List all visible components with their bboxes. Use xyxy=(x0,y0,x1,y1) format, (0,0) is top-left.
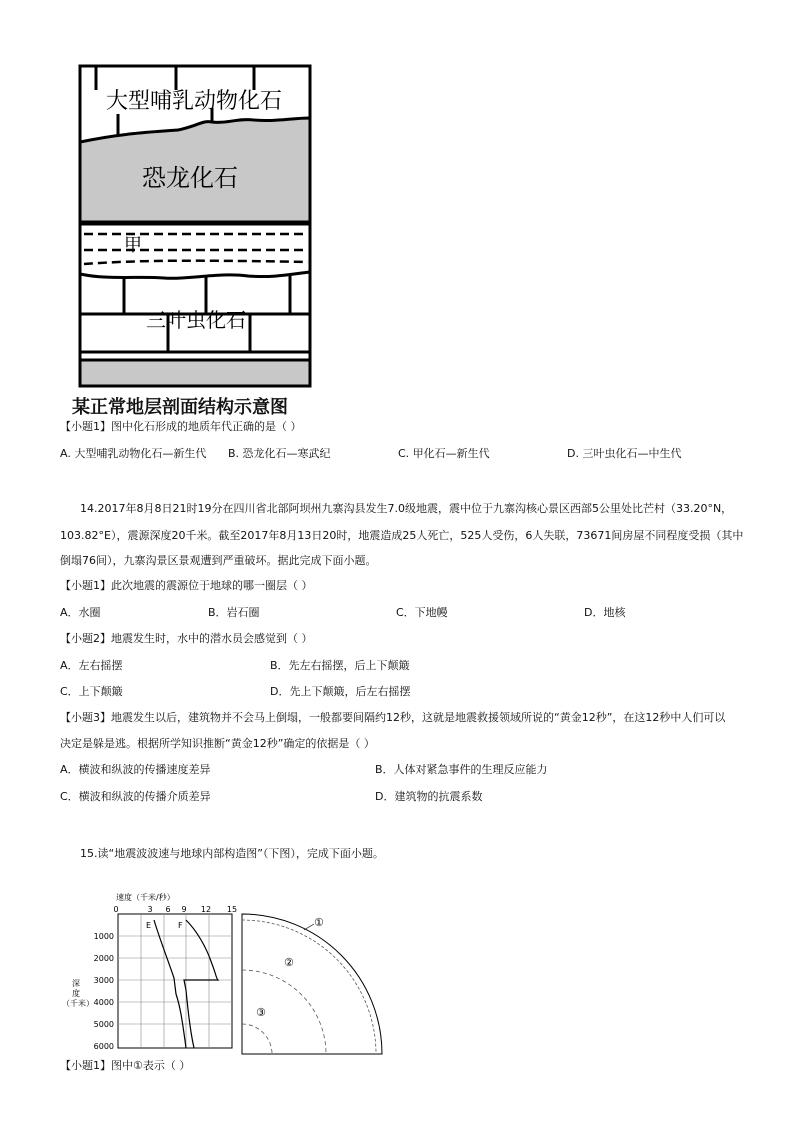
q14-sub1-option-d[interactable]: D．地核 xyxy=(584,606,626,619)
q14-sub3-stem-line2: 决定是躲是逃。根据所学知识推断“黄金12秒”确定的依据是（ ） xyxy=(60,737,375,750)
q14-sub3-option-a[interactable]: A．横波和纵波的传播速度差异 xyxy=(60,763,211,776)
seismic-wave-figure xyxy=(56,890,396,1056)
speed-tick: 6 xyxy=(165,905,171,914)
depth-tick: 4000 xyxy=(93,998,114,1007)
earth-crust-boundary xyxy=(242,920,376,1054)
trilobite-fossil-label: 三叶虫化石 xyxy=(146,308,246,332)
bottom-layer xyxy=(80,360,310,386)
q15-stem: 15.读“地震波波速与地球内部构造图”（下图），完成下面小题。 xyxy=(80,847,384,860)
q14-sub3-stem-line1: 【小题3】地震发生以后，建筑物并不会马上倒塌，一般都要间隔约12秒，这就是地震救援领域所说的“黄金12秒”，在这12秒中人们可以 xyxy=(60,711,726,724)
option-b[interactable]: B. 恐龙化石—寒武纪 xyxy=(228,447,331,460)
option-a[interactable]: A. 大型哺乳动物化石—新生代 xyxy=(60,447,207,460)
q14-sub2-stem: 【小题2】地震发生时，水中的潜水员会感觉到（ ） xyxy=(60,632,313,645)
depth-axis-title: 度 xyxy=(72,989,80,998)
layer-marker-3: ③ xyxy=(256,1006,266,1019)
q14-paragraph-line3: 倒塌76间），九寨沟景区景观遭到严重破坏。据此完成下面小题。 xyxy=(60,554,377,567)
q15-sub1-stem: 【小题1】图中①表示（ ） xyxy=(60,1059,191,1072)
dinosaur-fossil-label: 恐龙化石 xyxy=(142,164,238,192)
wave-f-label: F xyxy=(178,921,183,930)
depth-tick: 1000 xyxy=(93,932,114,941)
chart-frame xyxy=(118,914,232,1048)
depth-tick: 6000 xyxy=(93,1042,114,1051)
q14-sub1-option-b[interactable]: B．岩石圈 xyxy=(208,606,260,619)
q14-sub2-option-c[interactable]: C．上下颠簸 xyxy=(60,685,123,698)
depth-tick: 5000 xyxy=(93,1020,114,1029)
strata-diagram xyxy=(78,64,312,388)
q14-sub2-option-d[interactable]: D．先上下颠簸，后左右摇摆 xyxy=(270,685,411,698)
speed-tick: 9 xyxy=(181,905,187,914)
q14-sub3-option-b[interactable]: B．人体对紧急事件的生理反应能力 xyxy=(375,763,548,776)
q14-paragraph-line2: 103.82°E），震源深度20千米。截至2017年8月13日20时，地震造成25人死亡，525人受伤，6人失联，73671间房屋不同程度受损（其中 xyxy=(60,529,744,542)
q14-paragraph-line1: 14.2017年8月8日21时19分在四川省北部阿坝州九寨沟县发生7.0级地震，震中位于九寨沟核心景区西部5公里处比芒村（33.20°N， xyxy=(80,502,733,515)
wave-e-label: E xyxy=(146,921,152,930)
q14-sub3-option-d[interactable]: D．建筑物的抗震系数 xyxy=(375,790,483,803)
mammal-fossil-label: 大型哺乳动物化石 xyxy=(106,89,283,114)
q14-sub2-option-a[interactable]: A．左右摇摆 xyxy=(60,659,123,672)
layer-marker-2: ② xyxy=(284,956,294,969)
depth-axis-unit: （千米） xyxy=(62,999,94,1008)
option-d[interactable]: D. 三叶虫化石—中生代 xyxy=(567,447,682,460)
mantle-core-boundary xyxy=(242,970,326,1054)
q14-sub1-option-c[interactable]: C．下地幔 xyxy=(396,606,448,619)
wave-f-curve xyxy=(184,920,218,1048)
wave-e-curve xyxy=(154,920,186,1048)
question-stem-fossil: 【小题1】图中化石形成的地质年代正确的是（ ） xyxy=(60,420,302,433)
speed-tick: 15 xyxy=(226,905,238,914)
speed-tick: 3 xyxy=(147,905,153,914)
figure1-caption: 某正常地层剖面结构示意图 xyxy=(72,397,288,418)
q14-sub2-option-b[interactable]: B．先左右摇摆，后上下颠簸 xyxy=(270,659,410,672)
chart-gridlines xyxy=(118,914,232,1048)
option-c[interactable]: C. 甲化石—新生代 xyxy=(398,447,490,460)
q14-sub3-option-c[interactable]: C．横波和纵波的传播介质差异 xyxy=(60,790,211,803)
inner-core-boundary xyxy=(242,1024,272,1054)
depth-tick: 3000 xyxy=(93,976,114,985)
speed-axis-title: 速度（千米/秒） xyxy=(116,893,175,902)
depth-axis-title: 深 xyxy=(72,979,80,988)
speed-tick: 12 xyxy=(200,905,212,914)
q14-sub1-stem: 【小题1】此次地震的震源位于地球的哪一圈层（ ） xyxy=(60,579,313,592)
strata-frame xyxy=(80,66,310,386)
speed-tick: 0 xyxy=(113,905,119,914)
depth-tick: 2000 xyxy=(93,954,114,963)
q14-sub1-option-a[interactable]: A．水圈 xyxy=(60,606,101,619)
layer-marker-1: ① xyxy=(314,916,324,929)
jia-label: 甲 xyxy=(124,235,142,256)
